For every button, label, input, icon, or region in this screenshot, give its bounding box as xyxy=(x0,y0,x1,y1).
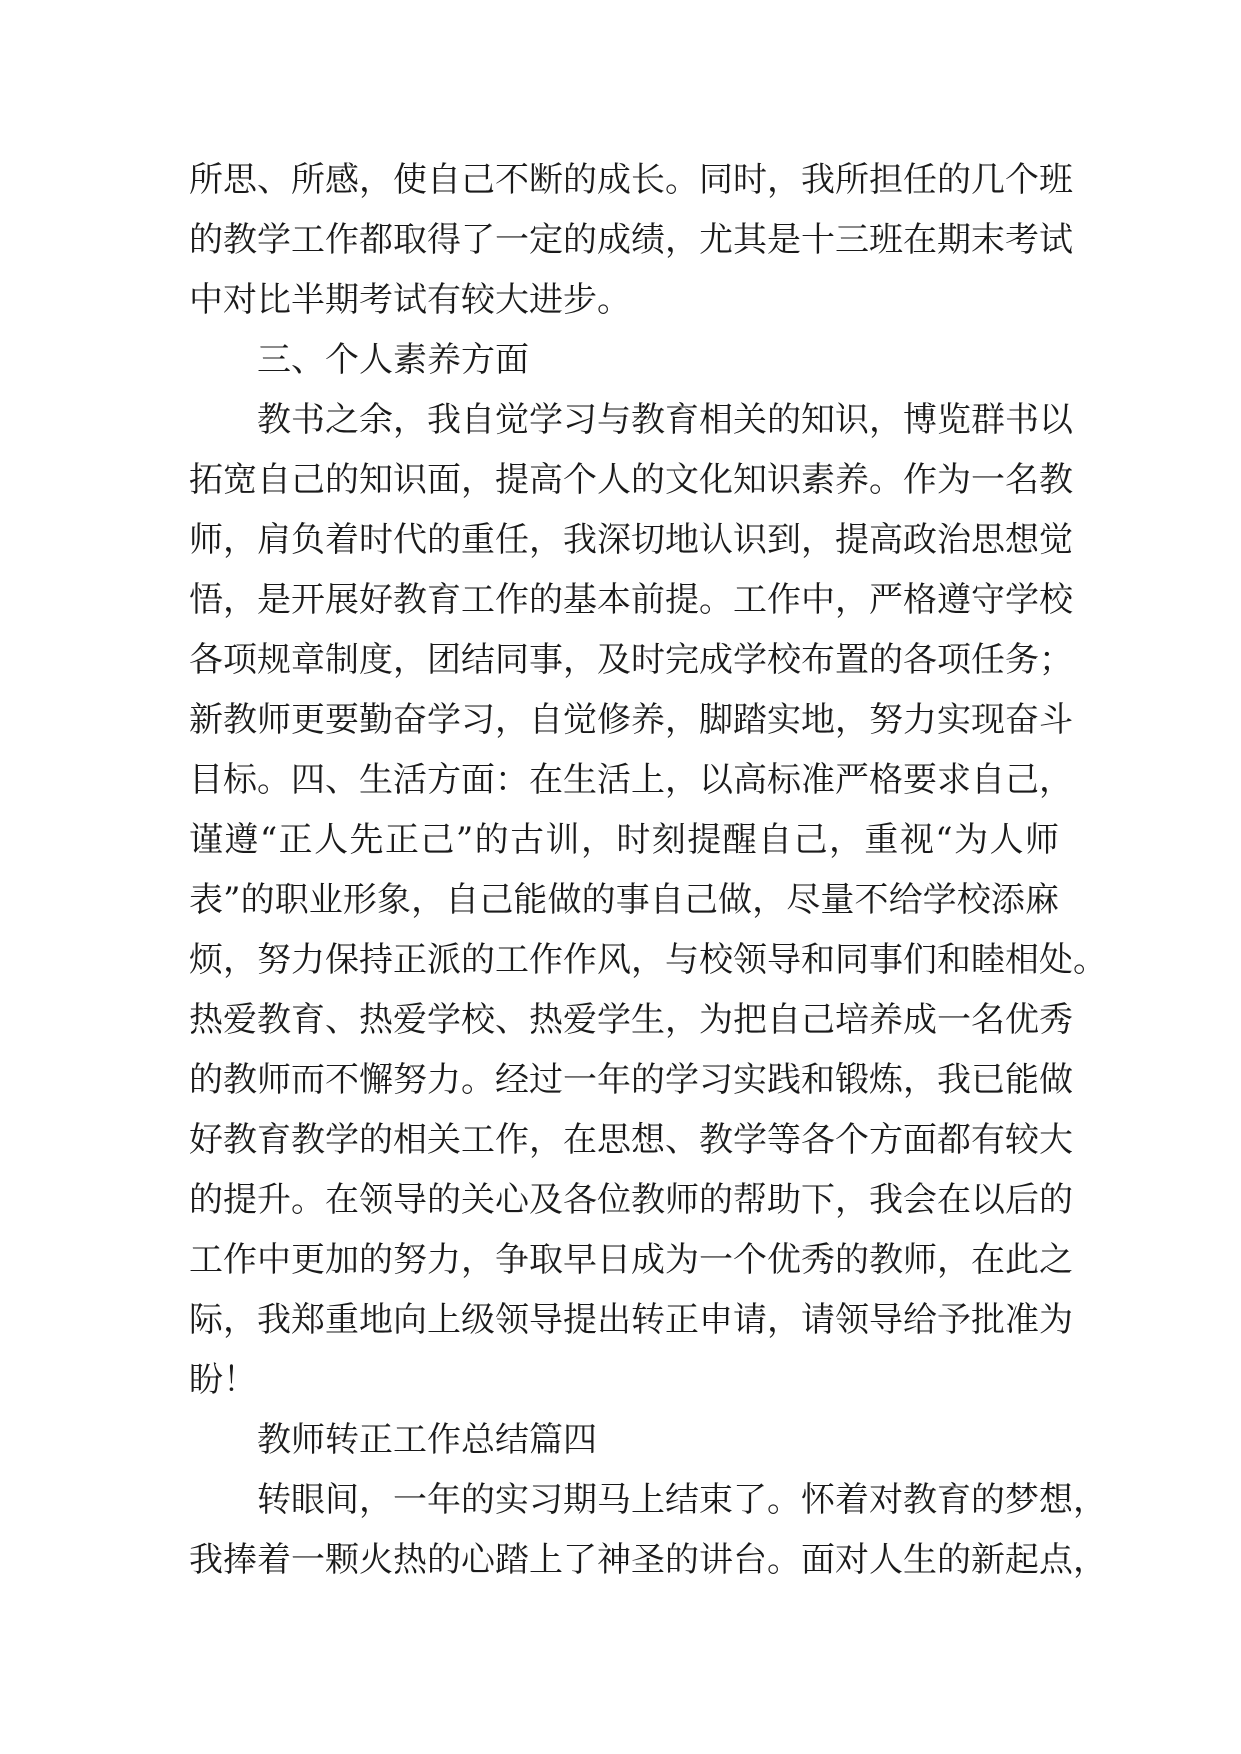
text-line: 新教师更要勤奋学习，自觉修养，脚踏实地，努力实现奋斗 xyxy=(189,700,1073,740)
text-line: 的教师而不懈努力。经过一年的学习实践和锻炼，我已能做 xyxy=(189,1060,1073,1100)
text-line: 表”的职业形象，自己能做的事自己做，尽量不给学校添麻 xyxy=(189,880,1059,920)
text-line: 盼！ xyxy=(189,1360,257,1400)
text-line: 目标。四、生活方面：在生活上，以高标准严格要求自己， xyxy=(189,760,1073,800)
text-line: 的教学工作都取得了一定的成绩，尤其是十三班在期末考试 xyxy=(189,220,1073,260)
section-heading: 教师转正工作总结篇四 xyxy=(257,1420,597,1460)
text-line: 所思、所感，使自己不断的成长。同时，我所担任的几个班 xyxy=(189,160,1073,200)
text-line: 好教育教学的相关工作，在思想、教学等各个方面都有较大 xyxy=(189,1120,1073,1160)
text-line: 工作中更加的努力，争取早日成为一个优秀的教师，在此之 xyxy=(189,1240,1073,1280)
text-line: 谨遵“正人先正己”的古训，时刻提醒自己，重视“为人师 xyxy=(189,820,1059,860)
text-line: 中对比半期考试有较大进步。 xyxy=(189,280,631,320)
text-line: 热爱教育、热爱学校、热爱学生，为把自己培养成一名优秀 xyxy=(189,1000,1073,1040)
text-line: 烦，努力保持正派的工作作风，与校领导和同事们和睦相处。 xyxy=(189,940,1107,980)
section-heading: 三、个人素养方面 xyxy=(257,340,529,380)
text-line: 拓宽自己的知识面，提高个人的文化知识素养。作为一名教 xyxy=(189,460,1073,500)
text-line: 的提升。在领导的关心及各位教师的帮助下，我会在以后的 xyxy=(189,1180,1073,1220)
paragraph-first-line: 转眼间，一年的实习期马上结束了。怀着对教育的梦想， xyxy=(257,1480,1107,1520)
paragraph-first-line: 教书之余，我自觉学习与教育相关的知识，博览群书以 xyxy=(257,400,1073,440)
text-line: 际，我郑重地向上级领导提出转正申请，请领导给予批准为 xyxy=(189,1300,1073,1340)
text-line: 师，肩负着时代的重任，我深切地认识到，提高政治思想觉 xyxy=(189,520,1073,560)
text-line: 各项规章制度，团结同事，及时完成学校布置的各项任务； xyxy=(189,640,1073,680)
text-line: 我捧着一颗火热的心踏上了神圣的讲台。面对人生的新起点， xyxy=(189,1540,1107,1580)
text-line: 悟，是开展好教育工作的基本前提。工作中，严格遵守学校 xyxy=(189,580,1073,620)
